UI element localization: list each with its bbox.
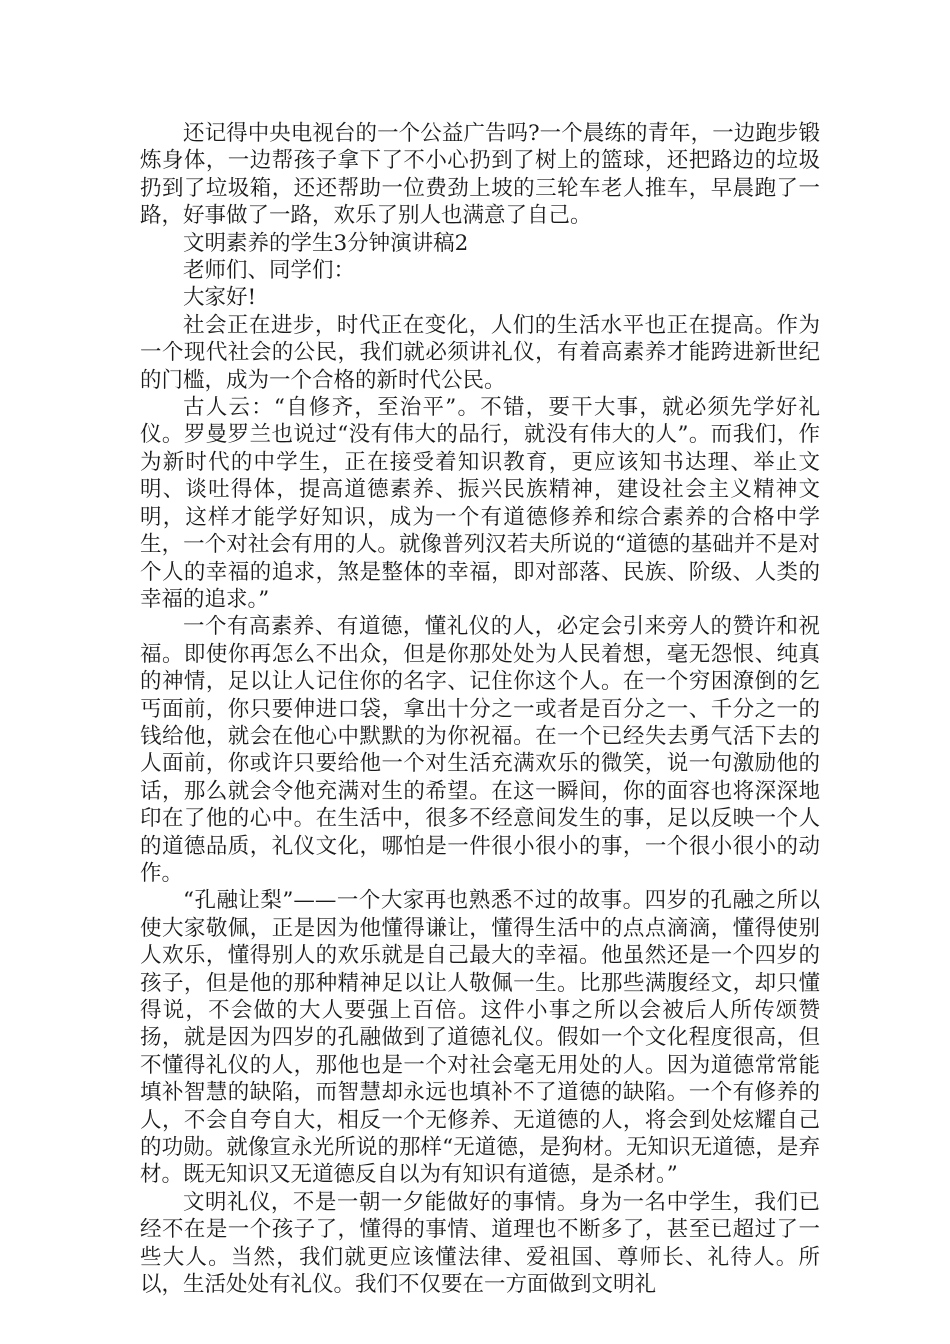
salutation: 老师们、同学们： bbox=[183, 258, 356, 284]
greeting: 大家好! bbox=[183, 285, 257, 311]
paragraph-high-quality-person: 一个有高素养、有道德，懂礼仪的人，必定会引来旁人的赞许和祝福。即使你再怎么不出众，但是你那处处为人民着想，毫无怨恨、纯真的神情，足以让人记住你的名字、记住你这个人。在一个穷困潦倒的乞丐面前，你只要伸进口袋，拿出十分之一或者是百分之一、千分之一的钱给他，就会在他心中默默的为你祝福。在一个已经失去勇气活下去的人面前，你或许只要给他一个对生活充满欢乐的微笑，说一句激励他的话，那么就会令他充满对生的希望。在这一瞬间，你的面容也将深深地印在了他的心中。在生活中，很多不经意间发生的事，足以反映一个人的道德品质，礼仪文化，哪怕是一件很小很小的事，一个很小很小的动作。 bbox=[140, 614, 820, 886]
speech-title: 文明素养的学生3分钟演讲稿2 bbox=[183, 230, 469, 256]
paragraph-civilized-etiquette: 文明礼仪，不是一朝一夕能做好的事情。身为一名中学生，我们已经不在是一个孩子了，懂得的事情、道理也不断多了，甚至已超过了一些大人。当然，我们就更应该懂法律、爱祖国、尊师长、礼待人。所以，生活处处有礼仪。我们不仅要在一方面做到文明礼 bbox=[140, 1189, 820, 1298]
paragraph-kong-rong: “孔融让梨”——一个大家再也熟悉不过的故事。四岁的孔融之所以使大家敬佩，正是因为他懂得谦让，懂得生活中的点点滴滴，懂得使别人欢乐，懂得别人的欢乐就是自己最大的幸福。他虽然还是一个四岁的孩子，但是他的那种精神足以让人敬佩一生。比那些满腹经文，却只懂得说，不会做的大人要强上百倍。这件小事之所以会被后人所传颂赞扬，就是因为四岁的孔融做到了道德礼仪。假如一个文化程度很高，但不懂得礼仪的人，那他也是一个对社会毫无用处的人。因为道德常常能填补智慧的缺陷，而智慧却永远也填补不了道德的缺陷。一个有修养的人，不会自夸自大，相反一个无修养、无道德的人，将会到处炫耀自己的功勋。就像宣永光所说的那样“无道德，是狗材。无知识无道德，是弃材。既无知识又无道德反自以为有知识有道德，是杀材。” bbox=[140, 888, 820, 1188]
paragraph-public-ad: 还记得中央电视台的一个公益广告吗?一个晨练的青年，一边跑步锻炼身体，一边帮孩子拿下了不小心扔到了树上的篮球，还把路边的垃圾扔到了垃圾箱，还还帮助一位费劲上坡的三轮车老人推车，早晨跑了一路，好事做了一路，欢乐了别人也满意了自己。 bbox=[140, 121, 820, 229]
paragraph-ancient-saying: 古人云：“自修齐，至治平”。不错，要干大事，就必须先学好礼仪。罗曼罗兰也说过“没有伟大的品行，就没有伟大的人”。而我们，作为新时代的中学生，正在接受着知识教育，更应该知书达理、举止文明、谈吐得体，提高道德素养、振兴民族精神，建设社会主义精神文明，这样才能学好知识，成为一个有道德修养和综合素养的合格中学生，一个对社会有用的人。就像普列汉若夫所说的“道德的基础并不是对个人的幸福的追求，煞是整体的幸福，即对部落、民族、阶级、人类的幸福的追求。” bbox=[140, 395, 820, 612]
body-text bbox=[140, 120, 820, 1298]
paragraph-society-progress: 社会正在进步，时代正在变化，人们的生活水平也正在提高。作为一个现代社会的公民，我们就必须讲礼仪，有着高素养才能跨进新世纪的门槛，成为一个合格的新时代公民。 bbox=[140, 312, 820, 393]
